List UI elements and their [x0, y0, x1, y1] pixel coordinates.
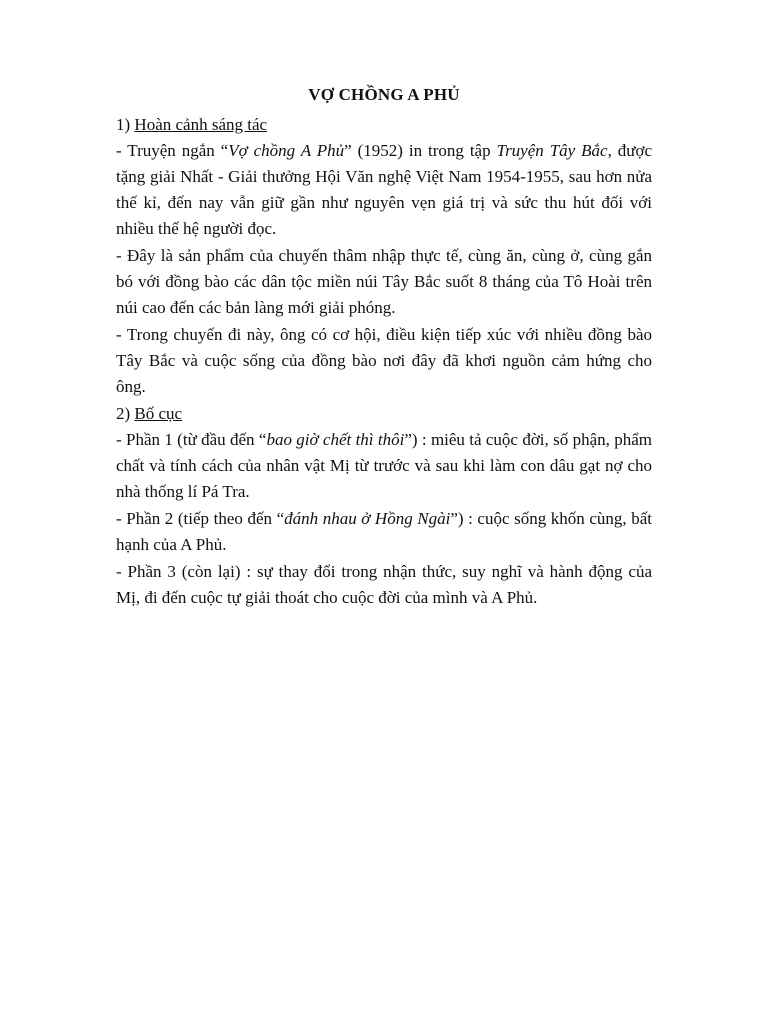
text-run: ” (1952) in trong tập: [344, 141, 497, 160]
text-run: , được tặng giải Nhất - Giải thưởng Hội Văn nghệ Việt Nam 1954-1955, sau hơn nửa thế kỉ, đến nay vẫn giữ gần như nguyên vẹn giá trị và sức thu hút đối với nhiều thế hệ người đọc.: [116, 141, 652, 238]
italic-quote: bao giờ chết thì thôi: [266, 430, 405, 449]
paragraph: [116, 506, 652, 558]
italic-work-title: Vợ chồng A Phủ: [228, 141, 345, 160]
text-run: ”) : cuộc sống khốn cùng, bất hạnh của A Phủ.: [116, 509, 652, 554]
section-number: 2): [116, 404, 131, 423]
italic-quote: đánh nhau ở Hồng Ngài: [284, 509, 451, 528]
document-title: VỢ CHỒNG A PHỦ: [308, 85, 460, 104]
paragraph: - Trong chuyến đi này, ông có cơ hội, điều kiện tiếp xúc với nhiều đồng bào Tây Bắc và cuộc sống của đồng bào nơi đây đã khơi nguồn cảm hứng cho ông.: [116, 325, 652, 396]
section-heading-text: Bố cục: [134, 404, 183, 423]
text-run: - Phần 1 (từ đầu đến “: [116, 430, 267, 449]
paragraph: - Đây là sản phẩm của chuyến thâm nhập thực tế, cùng ăn, cùng ở, cùng gắn bó với đồng bào các dân tộc miền núi Tây Bắc suốt 8 tháng của Tô Hoài trên núi cao đến các bản làng mới giải phóng.: [116, 246, 652, 317]
paragraph: [116, 427, 652, 505]
section-heading-text: Hoàn cảnh sáng tác: [134, 115, 268, 134]
section-heading-structure: [116, 401, 652, 427]
text-run: - Truyện ngắn “: [116, 141, 229, 160]
italic-collection-title: Truyện Tây Bắc: [496, 141, 608, 160]
text-run: ”) : miêu tả cuộc đời, số phận, phẩm chất và tính cách của nhân vật Mị từ trước và sau khi làm con dâu gạt nợ cho nhà thống lí Pá Tra.: [116, 430, 652, 501]
section-heading-composition-context: [116, 112, 652, 138]
paragraph: - Phần 3 (còn lại) : sự thay đổi trong nhận thức, suy nghĩ và hành động của Mị, đi đến cuộc tự giải thoát cho cuộc đời của mình và A Phủ.: [116, 562, 652, 607]
paragraph: [116, 138, 652, 242]
section-number: 1): [116, 115, 131, 134]
document-body: [116, 82, 652, 612]
text-run: - Phần 2 (tiếp theo đến “: [116, 509, 285, 528]
